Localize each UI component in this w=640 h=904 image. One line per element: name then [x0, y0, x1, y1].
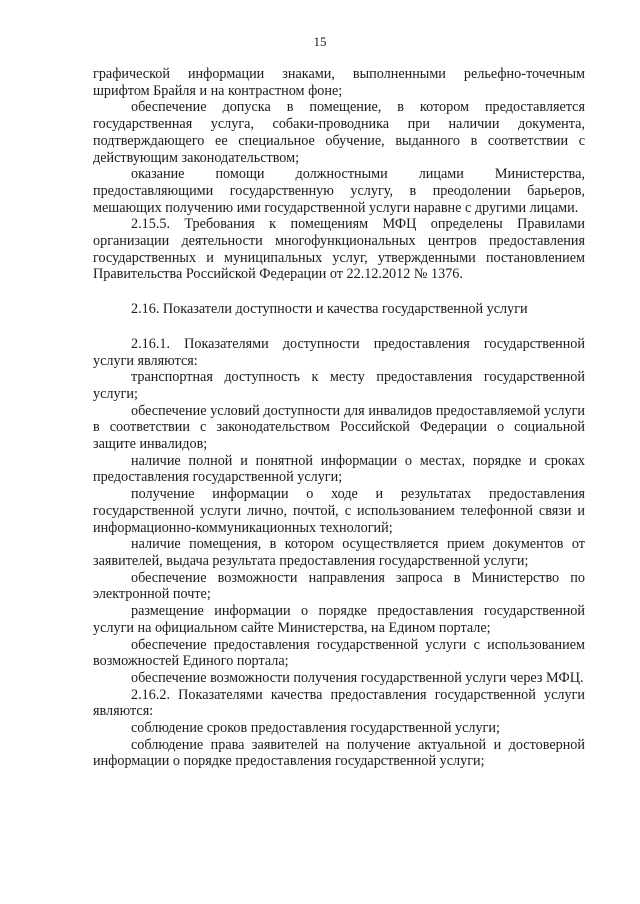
paragraph-braille-info: графической информации знаками, выполненными рельефно-точечным шрифтом Брайля и на контрастном фоне;	[93, 66, 585, 99]
list-item-email-request: обеспечение возможности направления запроса в Министерство по электронной почте;	[93, 569, 585, 603]
list-item-website-info: размещение информации о порядке предоставления государственной услуги на официальном сайте Министерства, на Едином портале;	[93, 603, 585, 636]
section-heading-2-16: 2.16. Показатели доступности и качества государственной услуги	[131, 301, 528, 318]
list-item-transport: транспортная доступность к месту предоставления государственной услуги;	[93, 369, 585, 402]
list-item-mfc: обеспечение возможности получения государственной услуги через МФЦ.	[131, 669, 584, 686]
list-item-full-info: наличие полной и понятной информации о местах, порядке и сроках предоставления государственной услуги;	[93, 452, 585, 486]
list-item-premises: наличие помещения, в котором осуществляется прием документов от заявителей, выдача результата предоставления государственной услуги;	[93, 536, 585, 569]
list-item-deadlines: соблюдение сроков предоставления государственной услуги;	[131, 720, 500, 737]
paragraph-2-15-5: 2.15.5. Требования к помещениям МФЦ определены Правилами организации деятельности многофункциональных центров предоставления государственных и муниципальных услуг, утвержденными постановлением Правительства Российской Федерации от 22.12.2012 № 1376.	[93, 216, 585, 283]
page-number: 15	[313, 34, 327, 49]
list-item-right-to-info: соблюдение права заявителей на получение актуальной и достоверной информации о порядке предоставления государственной услуги;	[93, 736, 585, 770]
list-item-progress-info: получение информации о ходе и результатах предоставления государственной услуги лично, почтой, с использованием телефонной связи и информационно-коммуникационных технологий;	[93, 486, 585, 536]
list-item-portal: обеспечение предоставления государственной услуги с использованием возможностей Единого портала;	[93, 636, 585, 670]
paragraph-assistance: оказание помощи должностными лицами Министерства, предоставляющими государственную услугу, в преодолении барьеров, мешающих получению ими государственной услуги наравне с другими лицами.	[93, 166, 585, 216]
paragraph-2-16-1: 2.16.1. Показателями доступности предоставления государственной услуги являются:	[93, 335, 585, 369]
paragraph-2-16-2: 2.16.2. Показателями качества предоставления государственной услуги являются:	[93, 686, 585, 720]
document-body	[93, 66, 585, 770]
list-item-disabled-access: обеспечение условий доступности для инвалидов предоставляемой услуги в соответствии с законодательством Российской Федерации о социальной защите инвалидов;	[93, 402, 585, 453]
paragraph-guide-dog: обеспечение допуска в помещение, в котором предоставляется государственная услуга, собаки-проводника при наличии документа, подтверждающего ее специальное обучение, выданного в соответствии с действующим законодательством;	[93, 99, 585, 166]
